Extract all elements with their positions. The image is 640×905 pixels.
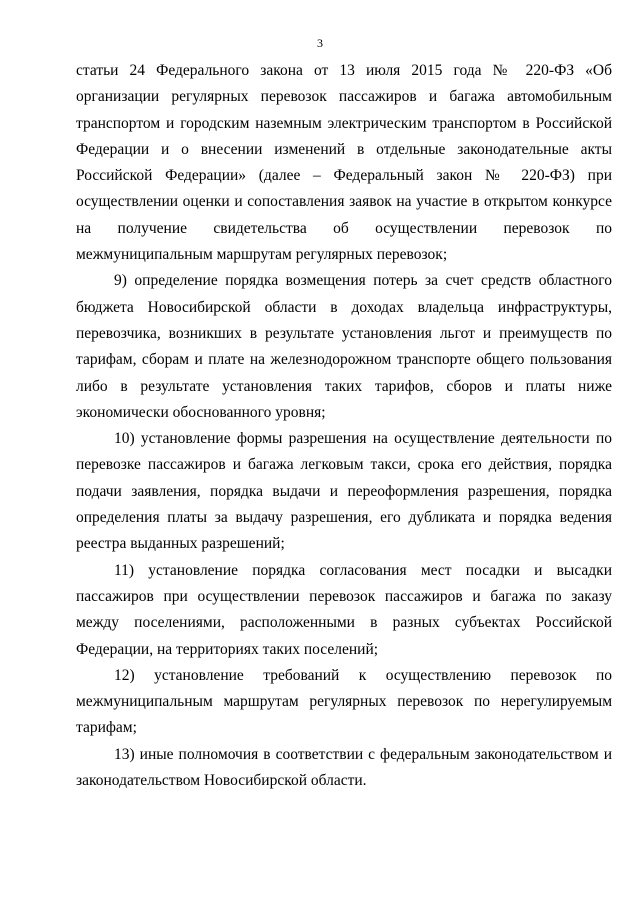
paragraph-item-9: 9) определение порядка возмещения потерь за счет средств областного бюджета Новосибирской области в доходах владельца инфраструктуры, перевозчика, возникших в результате установления льгот и преимуществ по тарифам, сборам и плате на железнодорожном транспорте общего пользования либо в результате установления таких тарифов, сборов и платы ниже экономически обоснованного уровня;: [76, 272, 612, 421]
page-number: 3: [317, 36, 323, 50]
paragraph-item-12: 12) установление требований к осуществлению перевозок по межмуниципальным маршрутам регулярных перевозок по нерегулируемым тарифам;: [76, 666, 612, 737]
paragraph-item-10: 10) установление формы разрешения на осуществление деятельности по перевозке пассажиров и багажа легковым такси, срока его действия, порядка подачи заявления, порядка выдачи и переоформления разрешения, порядка определения платы за выдачу разрешения, его дубликата и порядка ведения реестра выданных разрешений;: [76, 430, 612, 553]
paragraph-continuation: статьи 24 Федерального закона от 13 июля 2015 года № 220-ФЗ «Об организации регулярных перевозок пассажиров и багажа автомобильным транспортом и городским наземным электрическим транспортом в Российской Федерации и о внесении изменений в отдельные законодательные акты Российской Федерации» (далее – Федеральный закон № 220-ФЗ) при осуществлении оценки и сопоставления заявок на участие в открытом конкурсе на получение свидетельства об осуществлении перевозок по межмуниципальным маршрутам регулярных перевозок;: [76, 62, 612, 264]
paragraph-item-11: 11) установление порядка согласования мест посадки и высадки пассажиров при осуществлении перевозок пассажиров и багажа по заказу между поселениями, расположенными в разных субъектах Российской Федерации, на территориях таких поселений;: [76, 561, 612, 658]
document-body: [76, 58, 612, 794]
paragraph-item-13: 13) иные полномочия в соответствии с федеральным законодательством и законодательством Новосибирской области.: [76, 745, 612, 790]
